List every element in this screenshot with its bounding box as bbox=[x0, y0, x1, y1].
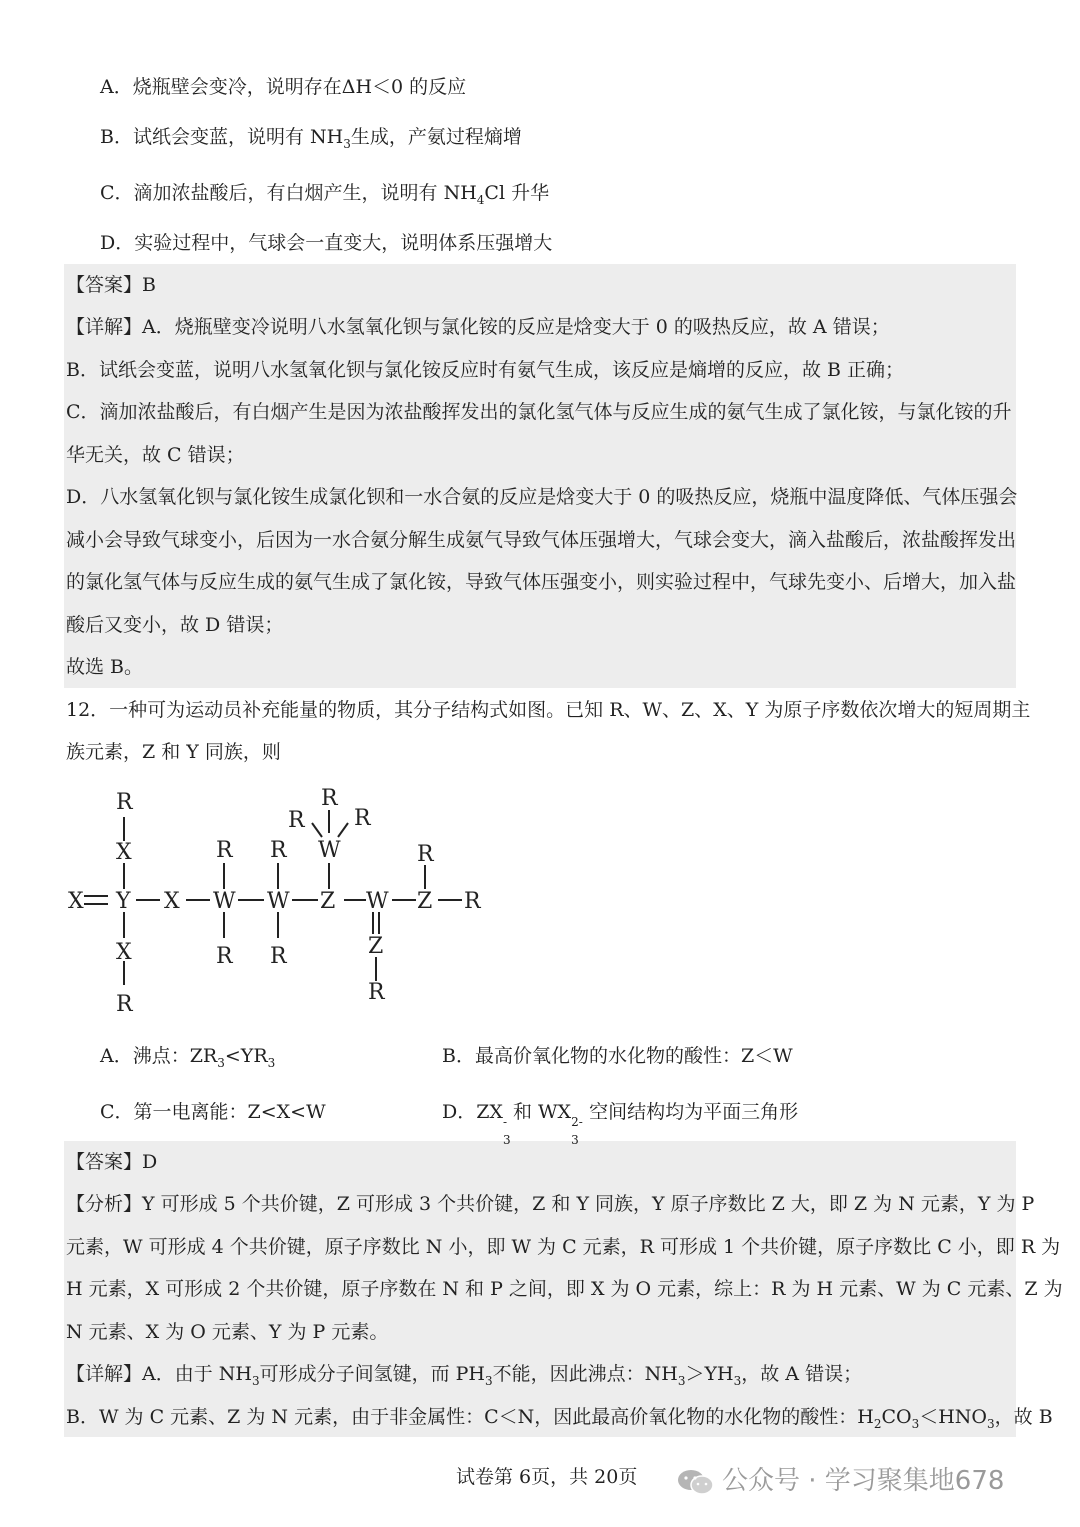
atom-w: W bbox=[267, 889, 290, 914]
atom-r: R bbox=[288, 808, 305, 833]
q12-detail-a: 【详解】A．由于 $NH_3$可形成分子间氢键，而 $PH_3$不能，因此沸点：$NH_3>YH_3$，故 A 错误； bbox=[66, 1363, 863, 1388]
q11-option-d: D．实验过程中，气球会一直变大，说明体系压强增大 bbox=[100, 232, 553, 254]
q11-answer: 【答案】B bbox=[66, 274, 156, 296]
q12-analysis-line: H 元素，X 可形成 2 个共价键，原子序数在 N 和 P 之间，即 X 为 O 元素，综上：R 为 H 元素、W 为 C 元素、Z 为 bbox=[66, 1278, 1063, 1300]
atom-x: X bbox=[164, 889, 180, 914]
q11-detail-line: 华无关，故 C 错误； bbox=[66, 444, 245, 466]
atom-x: X bbox=[116, 840, 132, 865]
atom-y: Y bbox=[116, 889, 131, 914]
atom-w: W bbox=[213, 889, 236, 914]
q11-detail-line: C．滴加浓盐酸后，有白烟产生是因为浓盐酸挥发出的氯化氢气体与反应生成的氨气生成了氯化铵，与氯化铵的升 bbox=[66, 401, 1012, 423]
atom-r: R bbox=[270, 838, 287, 863]
atom-x: X bbox=[116, 940, 132, 965]
q12-stem-line: 12．一种可为运动员补充能量的物质，其分子结构式如图。已知 R、W、Z、X、Y 为原子序数依次增大的短周期主 bbox=[66, 699, 1031, 721]
q12-option-c: C．第一电离能：Z<X<W bbox=[100, 1101, 326, 1123]
atom-z: Z bbox=[368, 934, 384, 959]
atom-r: R bbox=[216, 838, 233, 863]
q12-detail-b: B．W 为 C 元素、Z 为 N 元素，由于非金属性：C＜N，因此最高价氧化物的水化物的酸性：$H_2CO_3<HNO_3$，故 B bbox=[66, 1406, 1053, 1431]
atom-r: R bbox=[216, 944, 233, 969]
q12-option-a: A．沸点：$ZR_3<YR_3$ bbox=[100, 1045, 276, 1070]
q12-analysis-line: 元素，W 可形成 4 个共价键，原子序数比 N 小，即 W 为 C 元素，R 可形成 1 个共价键，原子序数比 C 小，即 R 为 bbox=[66, 1236, 1061, 1258]
atom-w: W bbox=[318, 838, 341, 863]
q11-option-c: C．滴加浓盐酸后，有白烟产生，说明有 $NH_4Cl$ 升华 bbox=[100, 182, 550, 207]
wechat-icon bbox=[676, 1468, 716, 1496]
atom-r: R bbox=[417, 842, 434, 867]
q11-detail-line: 的氯化氢气体与反应生成的氨气生成了氯化铵，导致气体压强变小，则实验过程中，气球先变小、后增大，加入盐 bbox=[66, 571, 1017, 593]
q11-detail-line: B．试纸会变蓝，说明八水氢氧化钡与氯化铵反应时有氨气生成，该反应是熵增的反应，故 B 正确； bbox=[66, 359, 905, 381]
atom-r: R bbox=[270, 944, 287, 969]
q12-stem-line: 族元素，Z 和 Y 同族，则 bbox=[66, 741, 281, 763]
q11-detail-line: 故选 B。 bbox=[66, 656, 144, 678]
q11-detail-line: 【详解】A．烧瓶壁变冷说明八水氢氧化钡与氯化铵的反应是焓变大于 0 的吸热反应，故 A 错误； bbox=[66, 316, 890, 338]
q11-detail-line: 酸后又变小，故 D 错误； bbox=[66, 614, 284, 636]
q12-analysis-line: N 元素、X 为 O 元素、Y 为 P 元素。 bbox=[66, 1321, 389, 1343]
atom-r: R bbox=[321, 786, 338, 811]
page-footer: 试卷第 6页，共 20页 bbox=[456, 1466, 638, 1488]
atom-x: X bbox=[68, 889, 84, 914]
atom-r: R bbox=[116, 790, 133, 815]
q12-analysis-line: 【分析】Y 可形成 5 个共价键，Z 可形成 3 个共价键，Z 和 Y 同族，Y 原子序数比 Z 大，即 Z 为 N 元素，Y 为 P bbox=[66, 1193, 1035, 1215]
atom-r: R bbox=[464, 889, 481, 914]
atom-w: W bbox=[366, 889, 389, 914]
q12-answer: 【答案】D bbox=[66, 1151, 158, 1173]
atom-r: R bbox=[116, 992, 133, 1017]
q12-option-b: B．最高价氧化物的水化物的酸性：Z＜W bbox=[442, 1045, 793, 1067]
watermark: 公众号 · 学习聚集地678 bbox=[676, 1463, 1004, 1499]
atom-z: Z bbox=[417, 889, 433, 914]
atom-z: Z bbox=[320, 889, 336, 914]
structural-formula bbox=[66, 785, 486, 1020]
q11-detail-line: 减小会导致气球变小，后因为一水合氨分解生成氨气导致气体压强增大，气球会变大，滴入盐酸后，浓盐酸挥发出 bbox=[66, 529, 1017, 551]
q12-option-d: D．ZX - 3 和 WX 2- 3 空间结构均为平面三角形 bbox=[442, 1101, 799, 1147]
q11-option-a: A．烧瓶壁会变冷，说明存在ΔH＜0 的反应 bbox=[100, 76, 467, 98]
atom-r: R bbox=[368, 980, 385, 1005]
atom-r: R bbox=[354, 806, 371, 831]
q11-option-b: B．试纸会变蓝，说明有 $NH_3$生成，产氨过程熵增 bbox=[100, 126, 522, 151]
q11-detail-line: D．八水氢氧化钡与氯化铵生成氯化钡和一水合氨的反应是焓变大于 0 的吸热反应，烧瓶中温度降低、气体压强会 bbox=[66, 486, 1018, 508]
